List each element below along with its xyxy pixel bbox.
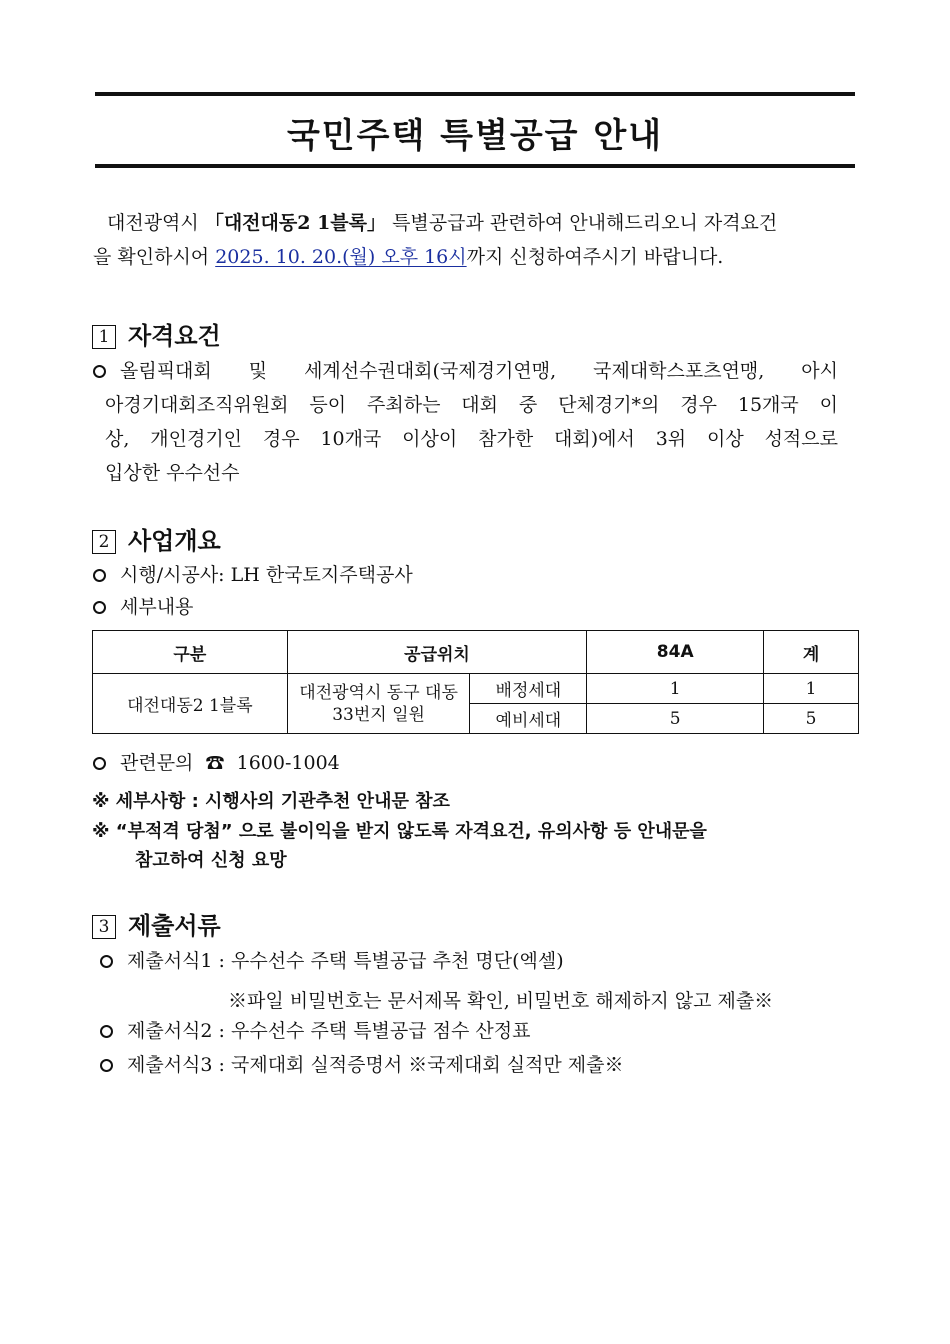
intro-text-2: 을 확인하시어 [93,246,210,268]
supply-table [92,630,859,734]
row-type: 예비세대 [470,704,587,734]
row-total: 1 [764,674,859,704]
row-type: 배정세대 [470,674,587,704]
table-header-row [93,631,859,674]
row-qty: 1 [587,674,764,704]
intro-line-2 [93,242,723,269]
details-line: 세부내용 [93,592,193,619]
page-title: 국민주택 특별공급 안내 [286,116,664,156]
phone-icon: ☎ [205,752,225,774]
contact-line: 관련문의 ☎ 1600-1004 [93,748,340,775]
note-warning: ※ “부적격 당첨” 으로 불이익을 받지 않도록 자격요건, 유의사항 등 안내문을 [92,821,707,842]
header-total: 계 [764,631,859,674]
intro-text-3: 까지 신청하여주시기 바랍니다. [466,246,724,268]
intro-line-1 [107,208,777,235]
circle-bullet-icon [93,601,106,614]
contact-number: 1600-1004 [236,752,340,774]
qualification-line: 상, 개인경기인 경우 10개국 이상이 참가한 대회)에서 3위 이상 성적으로 [105,428,838,450]
title-box [95,92,855,168]
circle-bullet-icon [93,569,106,582]
header-type: 84A [587,631,764,674]
qualification-line: 아경기대회조직위원회 등이 주최하는 대회 중 단체경기*의 경우 15개국 이 [105,394,838,416]
row-qty: 5 [587,704,764,734]
circle-bullet-icon [100,1059,113,1072]
circle-bullet-icon [93,365,106,378]
section-number: 3 [92,915,116,939]
document-item: 제출서식1 : 우수선수 주택 특별공급 추천 명단(엑셀) [100,946,564,973]
qualification-line: 올림픽대회 및 세계선수권대회(국제경기연맹, 국제대학스포츠연맹, 아시 [93,354,838,388]
document-note: ※파일 비밀번호는 문서제목 확인, 비밀번호 해제하지 않고 제출※ [228,990,774,1012]
table-row [93,674,859,704]
intro-text: 특별공급과 관련하여 안내해드리오니 자격요건 [392,212,778,234]
intro-project: 「대전대동2 1블록」 [204,212,387,234]
block-cell: 대전대동2 1블록 [93,674,288,734]
section-title: 사업개요 [128,527,221,555]
section-heading-qualification [92,316,221,351]
section-title: 자격요건 [128,322,221,350]
circle-bullet-icon [100,1025,113,1038]
location-cell: 대전광역시 동구 대동 33번지 일원 [287,674,470,734]
qualification-text [93,354,838,490]
intro-city: 대전광역시 [107,212,199,234]
header-location: 공급위치 [287,631,587,674]
section-number: 2 [92,530,116,554]
note-details: ※ 세부사항 : 시행사의 기관추천 안내문 참조 [92,791,450,812]
note-warning-cont: 참고하여 신청 요망 [135,850,287,871]
deadline: 2025. 10. 20.(월) 오후 16시 [215,246,467,268]
section-title: 제출서류 [128,912,221,940]
document-item: 제출서식2 : 우수선수 주택 특별공급 점수 산정표 [100,1016,530,1043]
qualification-line: 입상한 우수선수 [105,462,240,484]
document-item: 제출서식3 : 국제대회 실적증명서 ※국제대회 실적만 제출※ [100,1050,624,1077]
row-total: 5 [764,704,859,734]
section-heading-overview [92,521,221,556]
operator-line: 시행/시공사: LH 한국토지주택공사 [93,560,413,587]
circle-bullet-icon [100,955,113,968]
section-heading-documents [92,906,221,941]
header-category: 구분 [93,631,288,674]
section-number: 1 [92,325,116,349]
circle-bullet-icon [93,757,106,770]
